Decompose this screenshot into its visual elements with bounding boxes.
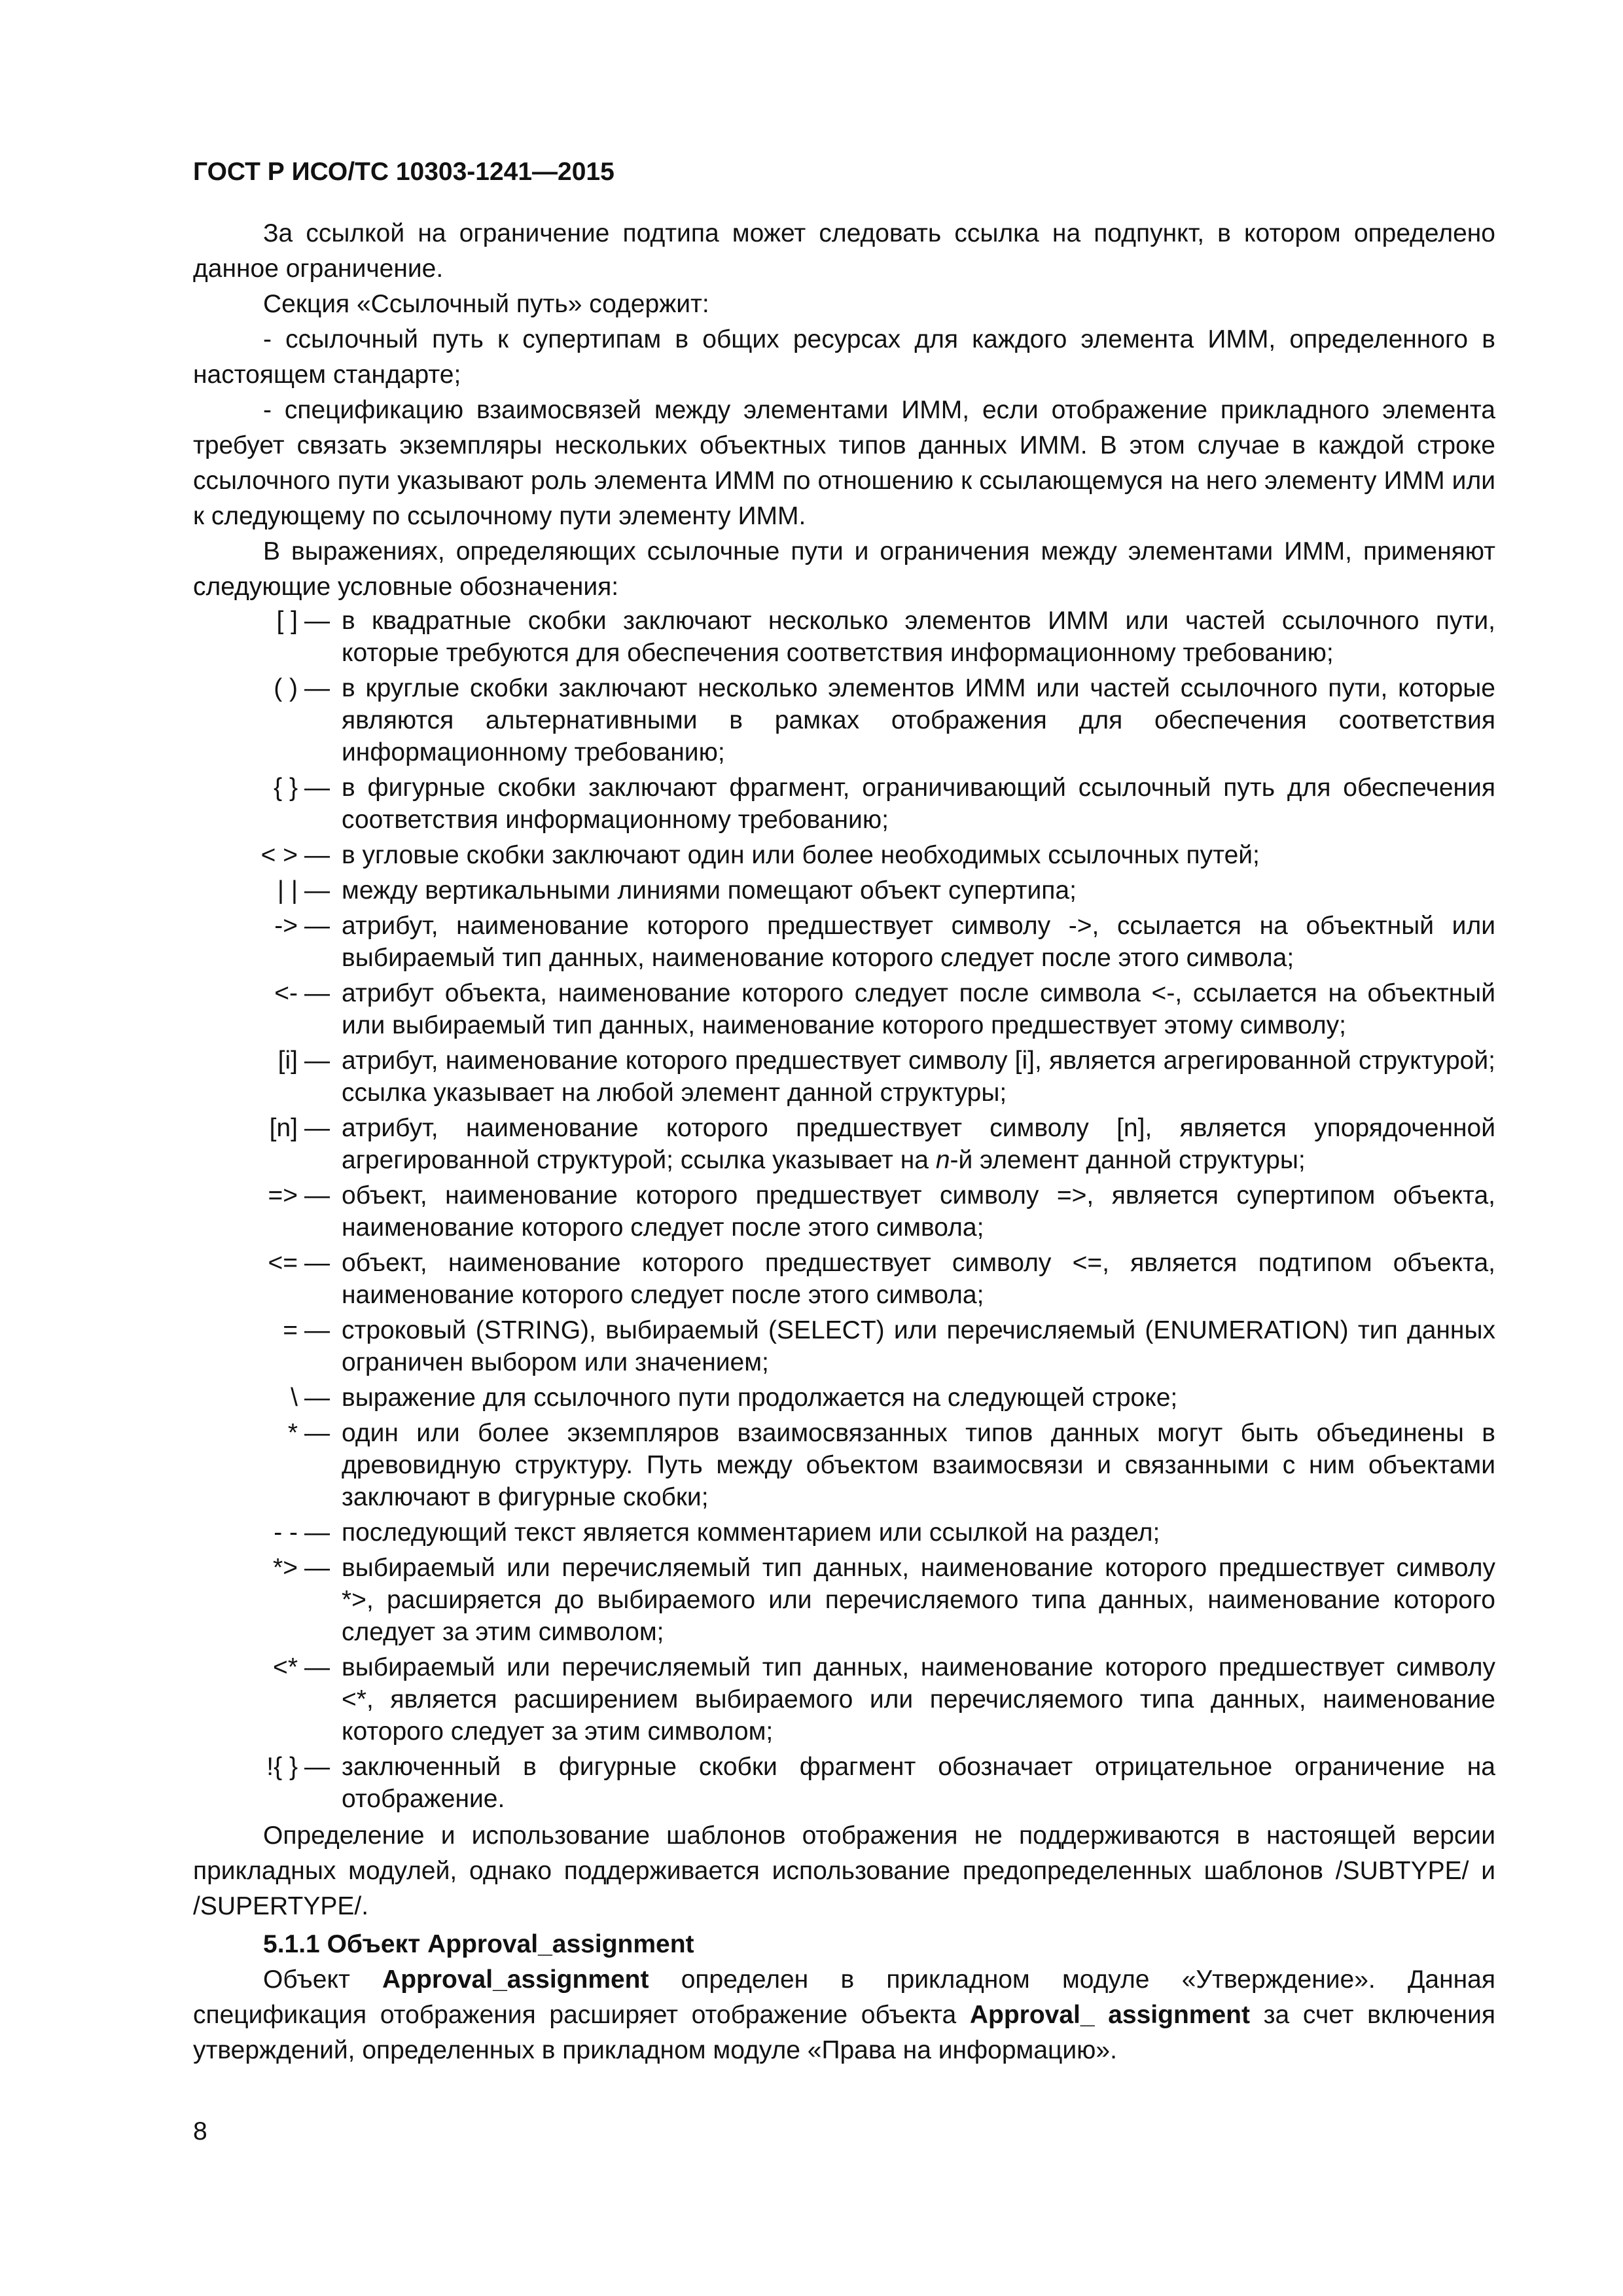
notation-item [193, 874, 1495, 906]
notation-item [193, 1112, 1495, 1176]
notation-symbol: * [287, 1419, 298, 1447]
intro-paragraph: - спецификацию взаимосвязей между элементами ИММ, если отображение прикладного элемента требует связать экземпляры нескольких объектных типов данных ИММ. В этом случае в каждой строке ссылочного пути указывают роль элемента ИММ по отношению к ссылающемуся на него элементу ИММ или к следующему по ссылочному пути элементу ИММ. [193, 396, 1495, 530]
notation-symbol: | | [277, 876, 298, 905]
notation-dash: — [304, 1047, 330, 1075]
notation-dash: — [304, 1181, 330, 1210]
notation-item [193, 1247, 1495, 1311]
notation-symbol: <- [274, 979, 298, 1007]
page-number: 8 [193, 2117, 207, 2145]
outro-paragraph: Определение и использование шаблонов отображения не поддерживаются в настоящей версии прикладных модулей, однако поддерживается использование предопределенных шаблонов /SUBTYPE/ и /SUPERTYPE/. [193, 1821, 1495, 1920]
section-heading [193, 1927, 1495, 1962]
notation-text-part: -й элемент данной структуры; [950, 1146, 1306, 1174]
notation-symbol: !{ } [266, 1753, 298, 1781]
notation-dash: — [304, 1249, 330, 1277]
notation-text: последующий текст является комментарием или ссылкой на раздел; [342, 1518, 1160, 1547]
section-text-bold: Approval_assignment [382, 1965, 649, 1994]
notation-text: атрибут, наименование которого предшествует символу [i], является агрегированной структурой; ссылка указывает на любой элемент данной структуры; [342, 1047, 1495, 1107]
notation-text: выбираемый или перечисляемый тип данных, наименование которого предшествует символу *>, расширяется до выбираемого или перечисляемого типа данных, наименование которого следует за этим символом; [342, 1554, 1495, 1646]
notation-item [193, 772, 1495, 836]
notation-item [193, 672, 1495, 768]
notation-symbol: < > [260, 841, 298, 869]
notation-text: в квадратные скобки заключают несколько элементов ИММ или частей ссылочного пути, которые требуются для обеспечения соответствия информационному требованию; [342, 607, 1495, 667]
notation-text: строковый (STRING), выбираемый (SELECT) или перечисляемый (ENUMERATION) тип данных ограничен выбором или значением; [342, 1316, 1495, 1376]
notation-item [193, 1045, 1495, 1109]
document-page [193, 156, 1495, 2068]
notation-symbol: ( ) [274, 674, 298, 702]
section-number: 5.1.1 [263, 1930, 320, 1958]
notation-dash: — [304, 774, 330, 802]
notation-text [342, 1112, 1495, 1176]
notation-symbol: <* [273, 1653, 298, 1681]
notation-symbol: [i] [277, 1047, 298, 1075]
notation-text: атрибут, наименование которого предшествует символу ->, ссылается на объектный или выбираемый тип данных, наименование которого следует после этого символа; [342, 912, 1495, 972]
notation-dash: — [304, 1753, 330, 1781]
notation-item [193, 910, 1495, 974]
notation-list [193, 605, 1495, 1815]
notation-text: один или более экземпляров взаимосвязанных типов данных могут быть объединены в древовидную структуру. Путь между объектом взаимосвязи и связанными с ним объектами заключают в фигурные скобки; [342, 1419, 1495, 1511]
notation-symbol: { } [274, 774, 298, 802]
notation-text: выбираемый или перечисляемый тип данных, наименование которого предшествует символу <*, является расширением выбираемого или перечисляемого типа данных, наименование которого следует за этим символом; [342, 1653, 1495, 1746]
intro-paragraph: В выражениях, определяющих ссылочные пути и ограничения между элементами ИММ, применяют следующие условные обозначения: [193, 537, 1495, 601]
notation-item [193, 1417, 1495, 1513]
notation-symbol: => [268, 1181, 298, 1210]
section-paragraph [193, 1962, 1495, 2068]
notation-dash: — [304, 1518, 330, 1547]
notation-item [193, 1651, 1495, 1748]
notation-item [193, 839, 1495, 871]
notation-dash: — [304, 674, 330, 702]
section-title: Объект Approval_assignment [327, 1930, 694, 1958]
notation-dash: — [304, 876, 330, 905]
notation-item [193, 605, 1495, 669]
notation-text: объект, наименование которого предшествует символу =>, является супертипом объекта, наименование которого следует после этого символа; [342, 1181, 1495, 1242]
notation-dash: — [304, 1384, 330, 1412]
notation-dash: — [304, 912, 330, 940]
notation-text: в фигурные скобки заключают фрагмент, ограничивающий ссылочный путь для обеспечения соответствия информационному требованию; [342, 774, 1495, 834]
intro-paragraph: - ссылочный путь к супертипам в общих ресурсах для каждого элемента ИММ, определенного в настоящем стандарте; [193, 325, 1495, 389]
notation-dash: — [304, 841, 330, 869]
notation-symbol: = [283, 1316, 298, 1344]
notation-text: в угловые скобки заключают один или более необходимых ссылочных путей; [342, 841, 1260, 869]
document-header: ГОСТ Р ИСО/ТС 10303-1241—2015 [193, 158, 615, 186]
notation-text: между вертикальными линиями помещают объект супертипа; [342, 876, 1077, 905]
notation-item [193, 1314, 1495, 1378]
notation-symbol: \ [291, 1384, 298, 1412]
notation-text: выражение для ссылочного пути продолжается на следующей строке; [342, 1384, 1178, 1412]
notation-text: объект, наименование которого предшествует символу <=, является подтипом объекта, наименование которого следует после этого символа; [342, 1249, 1495, 1309]
notation-dash: — [304, 607, 330, 635]
notation-text: в круглые скобки заключают несколько элементов ИММ или частей ссылочного пути, которые являются альтернативными в рамках отображения для обеспечения соответствия информационному требованию; [342, 674, 1495, 766]
notation-symbol: *> [273, 1554, 298, 1582]
notation-text-italic: n [935, 1146, 950, 1174]
section-text-bold: Approval_ assignment [969, 2001, 1250, 2029]
section-text-part: определен в прикладном модуле «Утверждение». Данная спецификация отображения расширяет отображение объекта [193, 1965, 1495, 2029]
notation-item [193, 977, 1495, 1041]
notation-symbol: - - [274, 1518, 298, 1547]
notation-item [193, 1552, 1495, 1648]
notation-text-part: атрибут, наименование которого предшествует символу [n], является упорядоченной агрегированной структурой; ссылка указывает на [342, 1114, 1495, 1174]
notation-item [193, 1751, 1495, 1815]
notation-dash: — [304, 1554, 330, 1582]
notation-text: заключенный в фигурные скобки фрагмент обозначает отрицательное ограничение на отображение. [342, 1753, 1495, 1813]
notation-symbol: [n] [269, 1114, 298, 1142]
section-text-part: Объект [263, 1965, 383, 1994]
notation-dash: — [304, 1653, 330, 1681]
notation-item [193, 1179, 1495, 1244]
notation-dash: — [304, 979, 330, 1007]
notation-item [193, 1516, 1495, 1549]
notation-symbol: -> [274, 912, 298, 940]
notation-symbol: [ ] [276, 607, 298, 635]
intro-paragraph: За ссылкой на ограничение подтипа может следовать ссылка на подпункт, в котором определено данное ограничение. [193, 219, 1495, 283]
notation-dash: — [304, 1114, 330, 1142]
notation-item [193, 1382, 1495, 1414]
intro-paragraph: Секция «Ссылочный путь» содержит: [263, 290, 709, 318]
notation-dash: — [304, 1419, 330, 1447]
notation-text: атрибут объекта, наименование которого следует после символа <-, ссылается на объектный или выбираемый тип данных, наименование которого предшествует этому символу; [342, 979, 1495, 1039]
notation-dash: — [304, 1316, 330, 1344]
notation-symbol: <= [268, 1249, 298, 1277]
section-text-part: за счет включения утверждений, определенных в прикладном модуле «Права на информацию». [193, 2001, 1496, 2064]
